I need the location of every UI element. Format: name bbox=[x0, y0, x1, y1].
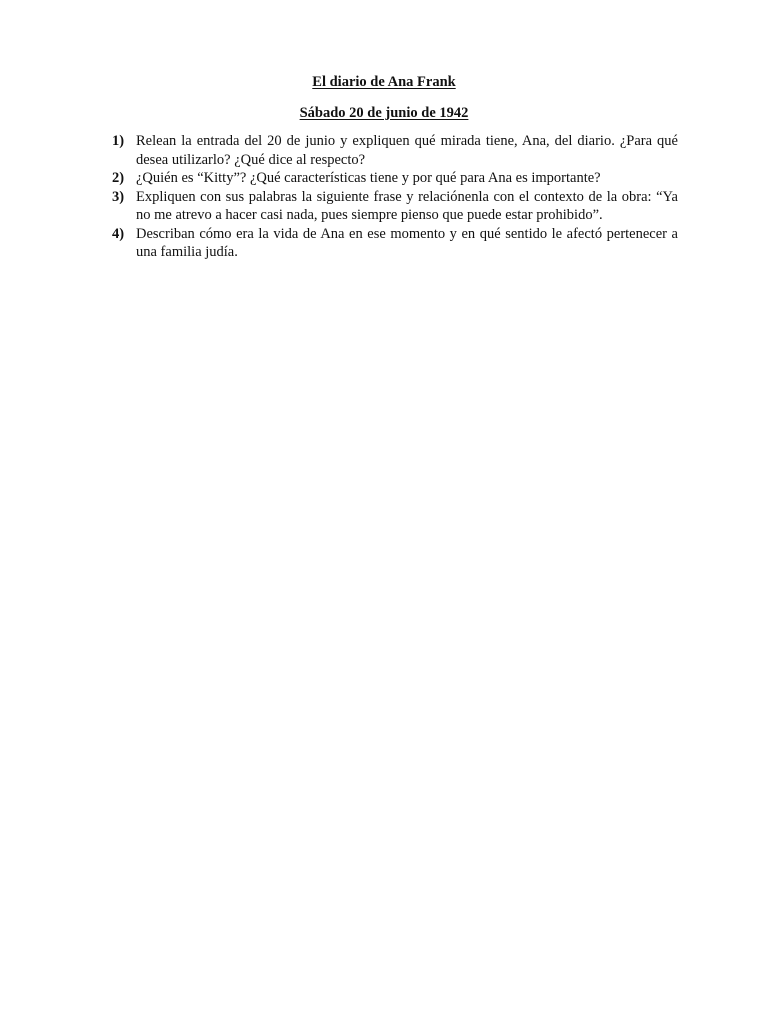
question-number: 4) bbox=[112, 225, 125, 242]
question-item bbox=[112, 132, 678, 169]
question-number: 2) bbox=[112, 170, 125, 186]
date-heading: Sábado 20 de junio de 1942 bbox=[299, 105, 469, 121]
question-item bbox=[112, 225, 678, 262]
document-title: El diario de Ana Frank bbox=[312, 74, 456, 90]
question-item bbox=[112, 169, 678, 188]
question-list bbox=[112, 132, 678, 262]
question-number: 3) bbox=[112, 188, 125, 205]
question-text: Expliquen con sus palabras la siguiente frase y relaciónenla con el contexto de la obra: “Ya no me atrevo a hacer casi nada, pues siempre pienso que puede estar prohibido”. bbox=[136, 188, 678, 223]
question-number: 1) bbox=[112, 133, 125, 149]
question-item bbox=[112, 188, 678, 225]
question-text: Relean la entrada del 20 de junio y expliquen qué mirada tiene, Ana, del diario. ¿Para qué desea utilizarlo? ¿Qué dice al respecto? bbox=[136, 133, 678, 168]
question-text: ¿Quién es “Kitty”? ¿Qué características tiene y por qué para Ana es importante? bbox=[136, 170, 601, 186]
question-text: Describan cómo era la vida de Ana en ese momento y en qué sentido le afectó pertenecer a una familia judía. bbox=[136, 225, 678, 260]
